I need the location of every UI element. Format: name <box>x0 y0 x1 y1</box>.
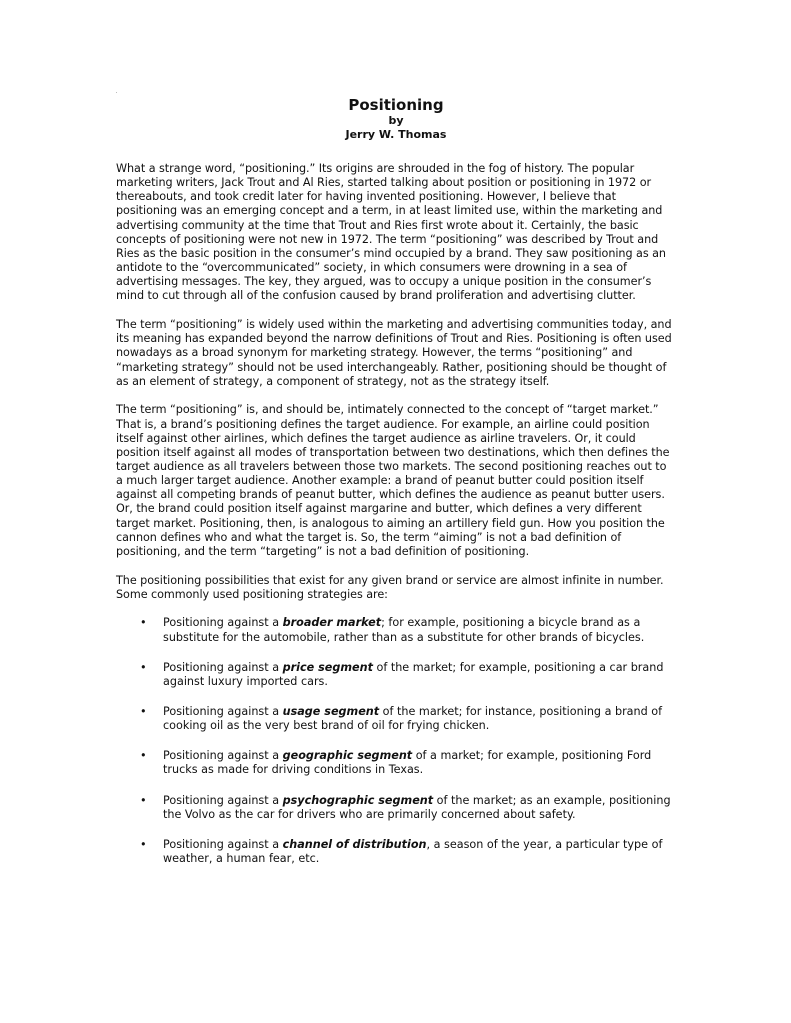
strategy-keyword: broader market <box>282 616 382 630</box>
strategy-lead: Positioning against a <box>163 660 283 674</box>
strategy-keyword: price segment <box>282 660 373 674</box>
strategy-keyword: psychographic segment <box>282 793 434 807</box>
paragraph-origins: What a strange word, “positioning.” Its origins are shrouded in the fog of history. The popular marketing writers, Jack Trout and Al Ries, started talking about position or positioning in 1972 or thereabouts, and took credit later for having invented positioning. However, I believe that positioning was an emerging concept and a term, in at least limited use, within the marketing and advertising community at the time that Trout and Ries first wrote about it. Certainly, the basic concepts of positioning were not new in 1972. The term “positioning” was described by Trout and Ries as the basic position in the consumer’s mind occupied by a brand. They saw positioning as an antidote to the “overcommunicated” society, in which consumers were drowning in a sea of advertising messages. The key, they argued, was to occupy a unique position in the consumer’s mind to cut through all of the confusion caused by brand proliferation and advertising clutter. <box>116 162 666 303</box>
strategy-lead: Positioning against a <box>163 616 283 630</box>
list-item <box>116 616 676 644</box>
list-item <box>116 705 676 733</box>
bullet-icon: • <box>140 749 147 763</box>
bullet-icon: • <box>140 793 147 807</box>
strategy-keyword: usage segment <box>282 705 380 718</box>
bullet-icon: • <box>140 705 147 718</box>
strategy-lead: Positioning against a <box>163 705 283 718</box>
strategy-lead: Positioning against a <box>163 793 283 807</box>
paragraph-possibilities: The positioning possibilities that exist for any given brand or service are almost infinite in number. Some commonly used positioning strategies are: <box>116 573 664 601</box>
strategy-lead: Positioning against a <box>163 749 283 763</box>
bullet-icon: • <box>140 616 147 630</box>
strategy-rest: of the market; for example, positioning a car brand against luxury imported cars. <box>163 660 664 688</box>
strategy-rest: , a season of the year, a particular type of weather, a human fear, etc. <box>163 837 663 866</box>
list-item <box>116 661 676 689</box>
strategy-list <box>116 616 676 866</box>
byline: by <box>388 114 404 127</box>
list-item <box>116 749 676 777</box>
strategy-rest: of the market; as an example, positioning the Volvo as the car for drivers who are primarily concerned about safety. <box>163 793 671 821</box>
strategy-rest: ; for example, positioning a bicycle brand as a substitute for the automobile, rather than as a substitute for other brands of bicycles. <box>163 616 645 644</box>
bullet-icon: • <box>140 660 147 674</box>
list-item <box>116 794 676 822</box>
strategy-rest: of a market; for example, positioning Ford trucks as made for driving conditions in Texas. <box>163 749 652 777</box>
article-body <box>116 162 676 866</box>
paragraph-usage: The term “positioning” is widely used within the marketing and advertising communities today, and its meaning has expanded beyond the narrow definitions of Trout and Ries. Positioning is often used nowadays as a broad synonym for marketing strategy. However, the terms “positioning” and “marketing strategy” should not be used interchangeably. Rather, positioning should be thought of as an element of strategy, a component of strategy, not as the strategy itself. <box>116 318 672 388</box>
paragraph-target-market: The term “positioning” is, and should be, intimately connected to the concept of “target market.” That is, a brand’s positioning defines the target audience. For example, an airline could position itself against other airlines, which defines the target audience as airline travelers. Or, it could position itself against all modes of transportation between two destinations, which then defines the target audience as all travelers between those two markets. The second positioning reaches out to a much larger target audience. Another example: a brand of peanut butter could position itself against all competing brands of peanut butter, which defines the audience as peanut butter users. Or, the brand could position itself against margarine and butter, which defines a very different target market. Positioning, then, is analogous to aiming an artillery field gun. How you position the cannon defines who and what the target is. So, the term “aiming” is not a bad definition of positioning, and the term “targeting” is not a bad definition of positioning. <box>116 403 670 558</box>
document-page <box>116 96 676 882</box>
strategy-rest: of the market; for instance, positioning a brand of cooking oil as the very best brand of oil for frying chicken. <box>163 705 663 733</box>
stray-mark <box>116 92 117 93</box>
author-name: Jerry W. Thomas <box>345 128 447 141</box>
list-item <box>116 838 676 866</box>
strategy-keyword: geographic segment <box>282 749 413 763</box>
bullet-icon: • <box>140 837 147 851</box>
strategy-keyword: channel of distribution <box>282 837 427 851</box>
strategy-lead: Positioning against a <box>163 837 283 851</box>
document-title: Positioning <box>348 96 444 114</box>
